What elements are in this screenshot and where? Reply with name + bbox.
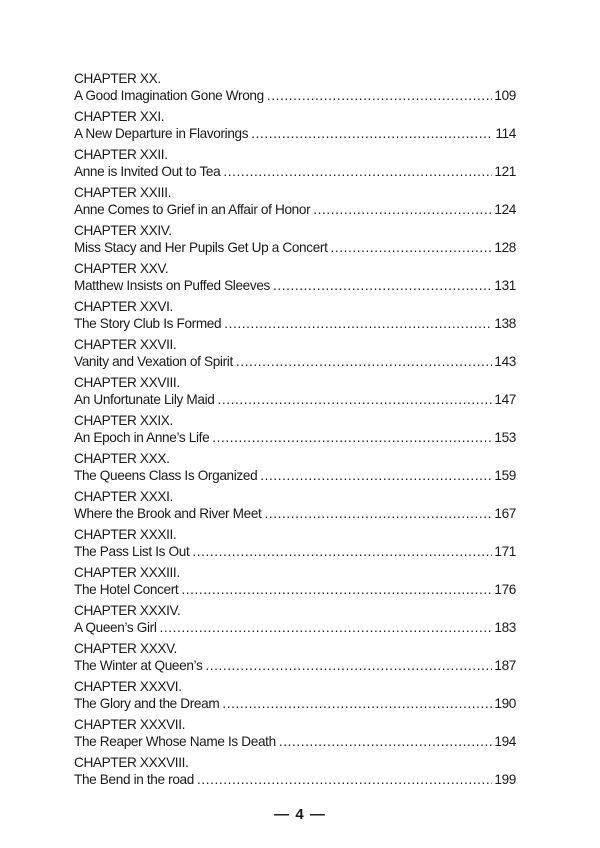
chapter-title: A Good Imagination Gone Wrong xyxy=(74,88,264,103)
toc-title-row xyxy=(74,125,516,142)
chapter-label: CHAPTER XXV. xyxy=(74,261,169,276)
toc-title-row xyxy=(74,163,516,180)
chapter-label: CHAPTER XX. xyxy=(74,71,161,86)
chapter-title: The Story Club Is Formed xyxy=(74,316,222,331)
chapter-title: The Queens Class Is Organized xyxy=(74,468,258,483)
page-number: 190 xyxy=(494,696,516,711)
dot-leader xyxy=(212,429,492,446)
chapter-label: CHAPTER XXXVII. xyxy=(74,717,186,732)
page-number: 109 xyxy=(494,88,516,103)
chapter-label: CHAPTER XXII. xyxy=(74,147,168,162)
toc-title-row xyxy=(74,543,516,560)
chapter-label: CHAPTER XXXVI. xyxy=(74,679,182,694)
chapter-label: CHAPTER XXXV. xyxy=(74,641,177,656)
toc-title-row xyxy=(74,201,516,218)
toc-title-row xyxy=(74,467,516,484)
dot-leader xyxy=(181,581,492,598)
toc-title-row xyxy=(74,695,516,712)
toc-title-row xyxy=(74,429,516,446)
chapter-title: Anne is Invited Out to Tea xyxy=(74,164,221,179)
dot-leader xyxy=(197,771,492,788)
dot-leader xyxy=(279,733,493,750)
toc-entry[interactable] xyxy=(74,336,516,374)
page-number: 159 xyxy=(494,468,516,483)
toc-entry[interactable] xyxy=(74,260,516,298)
toc-title-row xyxy=(74,581,516,598)
toc-title-row xyxy=(74,733,516,750)
toc-entry[interactable] xyxy=(74,184,516,222)
chapter-title: A New Departure in Flavorings xyxy=(74,126,249,141)
chapter-title: An Epoch in Anne’s Life xyxy=(74,430,210,445)
dot-leader xyxy=(223,163,492,180)
page-number: 167 xyxy=(494,506,516,521)
chapter-title: Where the Brook and River Meet xyxy=(74,506,262,521)
dot-leader xyxy=(217,391,492,408)
chapter-title: The Pass List Is Out xyxy=(74,544,190,559)
toc-entry[interactable] xyxy=(74,678,516,716)
dot-leader xyxy=(264,505,492,522)
toc-entry[interactable] xyxy=(74,298,516,336)
chapter-title: The Reaper Whose Name Is Death xyxy=(74,734,276,749)
toc-title-row xyxy=(74,391,516,408)
chapter-title: Vanity and Vexation of Spirit xyxy=(74,354,233,369)
chapter-title: The Glory and the Dream xyxy=(74,696,220,711)
chapter-label: CHAPTER XXI. xyxy=(74,109,165,124)
toc-entry[interactable] xyxy=(74,70,516,108)
page-number: 131 xyxy=(494,278,516,293)
chapter-label: CHAPTER XXXI. xyxy=(74,489,173,504)
chapter-title: The Winter at Queen’s xyxy=(74,658,203,673)
chapter-title: Matthew Insists on Puffed Sleeves xyxy=(74,278,270,293)
page-number: 128 xyxy=(494,240,516,255)
chapter-title: A Queen’s Girl xyxy=(74,620,157,635)
toc-entry[interactable] xyxy=(74,450,516,488)
page-number: 153 xyxy=(494,430,516,445)
toc-title-row xyxy=(74,277,516,294)
toc-entry[interactable] xyxy=(74,716,516,754)
page-number: 138 xyxy=(494,316,516,331)
chapter-title: Anne Comes to Grief in an Affair of Honor xyxy=(74,202,311,217)
chapter-label: CHAPTER XXXIII. xyxy=(74,565,180,580)
toc-title-row xyxy=(74,353,516,370)
chapter-label: CHAPTER XXXIV. xyxy=(74,603,181,618)
chapter-title: An Unfortunate Lily Maid xyxy=(74,392,215,407)
toc-title-row xyxy=(74,619,516,636)
toc-entry[interactable] xyxy=(74,108,516,146)
dot-leader xyxy=(222,695,492,712)
toc-entry[interactable] xyxy=(74,488,516,526)
chapter-label: CHAPTER XXVIII. xyxy=(74,375,180,390)
dot-leader xyxy=(205,657,492,674)
chapter-title: Miss Stacy and Her Pupils Get Up a Concert xyxy=(74,240,328,255)
toc-entry[interactable] xyxy=(74,526,516,564)
toc-title-row xyxy=(74,87,516,104)
dot-leader xyxy=(160,619,493,636)
dot-leader xyxy=(192,543,492,560)
toc-entry[interactable] xyxy=(74,222,516,260)
page-number: 199 xyxy=(494,772,516,787)
page-number: 121 xyxy=(494,164,516,179)
toc-title-row xyxy=(74,771,516,788)
dot-leader xyxy=(260,467,492,484)
page-number: 171 xyxy=(494,544,516,559)
chapter-title: The Bend in the road xyxy=(74,772,194,787)
page-number: 194 xyxy=(494,734,516,749)
page-number: 176 xyxy=(494,582,516,597)
chapter-title: The Hotel Concert xyxy=(74,582,179,597)
dot-leader xyxy=(273,277,492,294)
dot-leader xyxy=(267,87,493,104)
chapter-label: CHAPTER XXIX. xyxy=(74,413,173,428)
dot-leader xyxy=(313,201,492,218)
chapter-label: CHAPTER XXIV. xyxy=(74,223,172,238)
toc-title-row xyxy=(74,657,516,674)
page-number: 147 xyxy=(494,392,516,407)
table-of-contents xyxy=(74,70,516,792)
chapter-label: CHAPTER XXX. xyxy=(74,451,170,466)
toc-title-row xyxy=(74,315,516,332)
toc-entry[interactable] xyxy=(74,602,516,640)
page-number: 124 xyxy=(494,202,516,217)
toc-entry[interactable] xyxy=(74,564,516,602)
page-number: 183 xyxy=(494,620,516,635)
toc-entry[interactable] xyxy=(74,146,516,184)
page-footer-number: — 4 — xyxy=(274,806,326,823)
toc-entry[interactable] xyxy=(74,754,516,792)
chapter-label: CHAPTER XXIII. xyxy=(74,185,172,200)
chapter-label: CHAPTER XXVI. xyxy=(74,299,173,314)
page-number: 114 xyxy=(495,126,516,141)
toc-entry[interactable] xyxy=(74,374,516,412)
dot-leader xyxy=(331,239,493,256)
chapter-label: CHAPTER XXVII. xyxy=(74,337,177,352)
page-number: 187 xyxy=(494,658,516,673)
dot-leader xyxy=(251,125,493,142)
dot-leader xyxy=(236,353,492,370)
dot-leader xyxy=(224,315,492,332)
chapter-label: CHAPTER XXXVIII. xyxy=(74,755,189,770)
chapter-label: CHAPTER XXXII. xyxy=(74,527,177,542)
page-number: 143 xyxy=(494,354,516,369)
toc-title-row xyxy=(74,239,516,256)
toc-entry[interactable] xyxy=(74,412,516,450)
toc-title-row xyxy=(74,505,516,522)
toc-entry[interactable] xyxy=(74,640,516,678)
